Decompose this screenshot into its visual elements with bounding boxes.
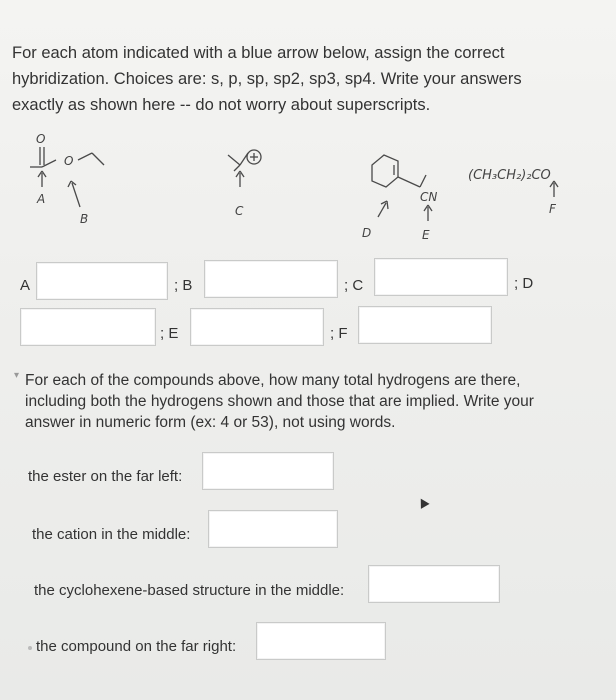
instructions	[12, 40, 572, 118]
right-formula: (CH₃CH₂)₂CO	[468, 168, 551, 183]
cyclohexene-hydrogens-input[interactable]	[368, 565, 500, 603]
cation-hydrogens-input[interactable]	[208, 510, 338, 548]
answer-f-label: ; F	[330, 325, 348, 342]
question-2-line-2: including both the hydrogens shown and those that are implied. Write your	[25, 393, 534, 410]
far-right-hydrogens-label: the compound on the far right:	[36, 638, 237, 655]
handwritten-structures	[0, 125, 616, 245]
answer-d-input[interactable]	[20, 308, 156, 346]
instructions-line-3: exactly as shown here -- do not worry about superscripts.	[12, 96, 431, 114]
label-e: E	[422, 228, 430, 242]
ester-hydrogens-label: the ester on the far left:	[28, 468, 183, 485]
label-c: C	[235, 204, 244, 218]
cation-structure	[228, 150, 261, 218]
question-2	[25, 370, 585, 433]
far-right-hydrogens-input[interactable]	[256, 622, 386, 660]
answer-f-input[interactable]	[358, 306, 492, 344]
answer-c-input[interactable]	[374, 258, 508, 296]
right-compound	[468, 168, 558, 216]
label-d: D	[362, 226, 372, 240]
answer-b-label: ; B	[174, 277, 193, 294]
cation-hydrogens-label: the cation in the middle:	[32, 526, 191, 543]
answer-c-label: ; C	[344, 277, 364, 294]
answer-e-label: ; E	[160, 325, 179, 342]
mouse-cursor-icon	[416, 496, 429, 509]
cyclohexene-hydrogens-label: the cyclohexene-based structure in the middle:	[34, 582, 345, 599]
cn-group: CN	[420, 190, 438, 204]
arrow-d	[378, 203, 386, 217]
bullet-dot	[28, 646, 32, 650]
structures-drawing	[0, 125, 616, 245]
answer-d-label: ; D	[514, 275, 534, 292]
question-2-line-1: For each of the compounds above, how many total hydrogens are there,	[25, 372, 521, 389]
answer-e-input[interactable]	[190, 308, 324, 346]
ester-oxygen: O	[64, 154, 74, 168]
label-f: F	[549, 202, 556, 216]
ester-structure	[30, 132, 104, 226]
ester-hydrogens-input[interactable]	[202, 452, 334, 490]
label-b: B	[80, 212, 89, 226]
answer-a-input[interactable]	[36, 262, 168, 300]
label-a: A	[37, 192, 46, 206]
answer-a-label: A	[20, 277, 31, 294]
bullet-icon: ▾	[14, 370, 20, 381]
question-2-line-3: answer in numeric form (ex: 4 or 53), not using words.	[25, 414, 396, 431]
answer-b-input[interactable]	[204, 260, 338, 298]
cyclohexene-structure	[362, 155, 437, 242]
arrow-b	[72, 183, 80, 207]
ester-carbonyl-oxygen: O	[36, 132, 46, 146]
instructions-line-1: For each atom indicated with a blue arrow below, assign the correct	[12, 44, 505, 62]
instructions-line-2: hybridization. Choices are: s, p, sp, sp2, sp3, sp4. Write your answers	[12, 70, 522, 88]
